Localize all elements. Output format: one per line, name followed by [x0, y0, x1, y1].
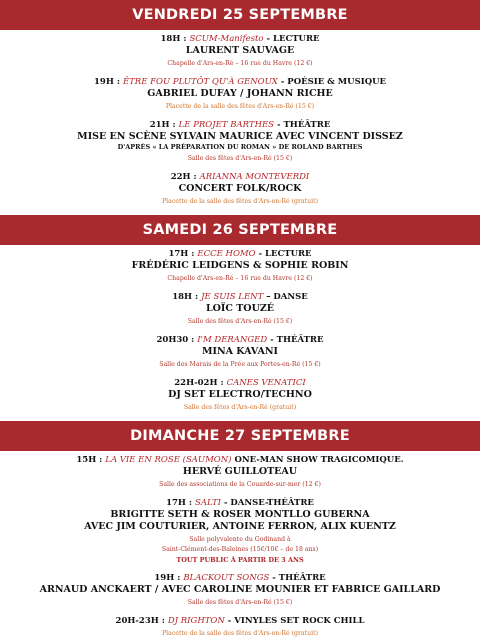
- event-audience-note: TOUT PUBLIC À PARTIR DE 3 ANS: [176, 556, 304, 564]
- event-artists: CONCERT FOLK/ROCK: [178, 183, 302, 194]
- event-artists: MISE EN SCÈNE SYLVAIN MAURICE AVEC VINCENT DISSEZ: [77, 131, 403, 142]
- event-artists: HERVÉ GUILLOTEAU: [182, 466, 298, 477]
- day-header-sunday: DIMANCHE 27 SEPTEMBRE: [0, 421, 480, 451]
- event-heading: [6, 455, 474, 466]
- event-venue: Placette de la salle des fêtes d'Ars-en-Ré (gratuit): [162, 630, 318, 637]
- event-heading: [6, 573, 474, 584]
- event-heading: [6, 498, 474, 509]
- event-title: ECCE HOMO: [197, 249, 256, 259]
- event-venue: Salle polyvalente du Godinand à: [189, 536, 291, 543]
- event-im-deranged: [6, 335, 474, 370]
- event-venue: Chapelle d'Ars-en-Ré – 16 rue du Havre (12 €): [167, 60, 313, 67]
- event-heading: [6, 616, 474, 627]
- event-title: I'M DERANGED: [197, 335, 268, 345]
- event-time: 15H :: [76, 455, 103, 465]
- event-heading: [6, 77, 474, 88]
- event-scum-manifesto: [6, 34, 474, 69]
- event-title: SCUM-Manifesto: [189, 34, 264, 44]
- day-section-saturday: [0, 245, 480, 413]
- event-time: 17H :: [168, 249, 195, 259]
- event-salti: [6, 498, 474, 565]
- event-la-vie-en-rose: [6, 455, 474, 490]
- event-genre: - VINYLES SET ROCK CHILL: [224, 616, 365, 626]
- event-venue: Salle des Marais de la Prée aux Portes-en-Ré (15 €): [159, 361, 321, 368]
- event-artists: LOÏC TOUZÉ: [205, 303, 275, 314]
- day-section-sunday: [0, 451, 480, 639]
- event-genre: - LECTURE: [263, 34, 320, 44]
- event-venue-secondary: Saint-Clément-des-Baleines (15€/10€ – de 18 ans): [161, 546, 319, 553]
- event-venue: Salle des fêtes d'Ars-en-Ré (gratuit): [183, 404, 297, 411]
- event-time: 22H-02H :: [174, 378, 224, 388]
- event-genre: - POÉSIE & MUSIQUE: [277, 77, 386, 87]
- event-title: LA VIE EN ROSE (SAUMON): [105, 455, 232, 465]
- event-projet-barthes: [6, 120, 474, 164]
- day-section-friday: [0, 30, 480, 207]
- event-je-suis-lent: [6, 292, 474, 327]
- event-artists: DJ SET ELECTRO/TECHNO: [168, 389, 312, 400]
- event-canes-venatici: [6, 378, 474, 413]
- event-blackout-songs: [6, 573, 474, 608]
- event-title: LE PROJET BARTHES: [178, 120, 275, 130]
- event-genre: - THÉÂTRE: [274, 120, 331, 130]
- event-venue: Salle des fêtes d'Ars-en-Ré (15 €): [187, 155, 293, 162]
- day-header-friday: VENDREDI 25 SEPTEMBRE: [0, 0, 480, 30]
- event-title: BLACKOUT SONGS: [183, 573, 270, 583]
- event-genre: – DANSE: [263, 292, 308, 302]
- event-dj-righton: [6, 616, 474, 639]
- event-time: 19H :: [94, 77, 120, 87]
- event-heading: [6, 120, 474, 131]
- event-artists: FRÉDÉRIC LEIDGENS & SOPHIE ROBIN: [131, 260, 349, 271]
- event-time: 18H :: [160, 34, 187, 44]
- event-title: JE SUIS LENT: [201, 292, 264, 302]
- event-venue: Salle des fêtes d'Ars-en-Ré (15 €): [187, 599, 293, 606]
- event-title: ÊTRE FOU PLUTÔT QU'À GENOUX: [122, 77, 278, 87]
- event-genre: ONE-MAN SHOW TRAGICOMIQUE.: [231, 455, 404, 465]
- event-time: 20H30 :: [156, 335, 195, 345]
- event-artists: MINA KAVANI: [201, 346, 278, 357]
- event-time: 21H :: [149, 120, 176, 130]
- event-genre: - THÉÂTRE: [267, 335, 324, 345]
- event-venue: Placette de la salle des fêtes d'Ars-en-Ré (15 €): [165, 103, 315, 110]
- event-artists: LAURENT SAUVAGE: [185, 45, 295, 56]
- event-genre: - THÉÂTRE: [269, 573, 326, 583]
- event-artists: ARNAUD ANCKAERT / AVEC CAROLINE MOUNIER ET FABRICE GAILLARD: [39, 584, 441, 595]
- event-heading: [6, 335, 474, 346]
- event-venue: Salle des associations de la Couarde-sur-mer (12 €): [159, 481, 321, 488]
- event-artists-secondary: AVEC JIM COUTURIER, ANTOINE FERRON, ALIX KUENTZ: [84, 521, 396, 532]
- event-artists: GABRIEL DUFAY / JOHANN RICHE: [147, 88, 333, 99]
- event-heading: [6, 249, 474, 260]
- event-heading: [6, 172, 474, 183]
- event-genre: - LECTURE: [255, 249, 312, 259]
- event-title: DJ RIGHTON: [167, 616, 225, 626]
- event-venue: Chapelle d'Ars-en-Ré – 16 rue du Havre (12 €): [167, 275, 313, 282]
- event-time: 18H :: [172, 292, 199, 302]
- event-venue: Placette de la salle des fêtes d'Ars-en-Ré (gratuit): [162, 198, 318, 205]
- event-heading: [6, 292, 474, 303]
- event-artists: BRIGITTE SETH & ROSER MONTLLO GUBERNA: [110, 509, 370, 520]
- event-time: 22H :: [170, 172, 197, 182]
- event-heading: [6, 34, 474, 45]
- day-header-saturday: SAMEDI 26 SEPTEMBRE: [0, 215, 480, 245]
- event-heading: [6, 378, 474, 389]
- event-time: 19H :: [154, 573, 181, 583]
- event-title: ARIANNA MONTEVERDI: [199, 172, 310, 182]
- event-time: 20H-23H :: [115, 616, 165, 626]
- event-subtitle: D'APRÈS « LA PRÉPARATION DU ROMAN » DE ROLAND BARTHES: [117, 143, 363, 151]
- event-venue: Salle des fêtes d'Ars-en-Ré (15 €): [187, 318, 293, 325]
- event-ecce-homo: [6, 249, 474, 284]
- event-arianna-monteverdi: [6, 172, 474, 207]
- event-title: SALTI: [195, 498, 221, 508]
- event-etre-fou: [6, 77, 474, 112]
- event-genre: - DANSE-THÉÂTRE: [220, 498, 314, 508]
- event-title: CANES VENATICI: [226, 378, 306, 388]
- event-time: 17H :: [166, 498, 193, 508]
